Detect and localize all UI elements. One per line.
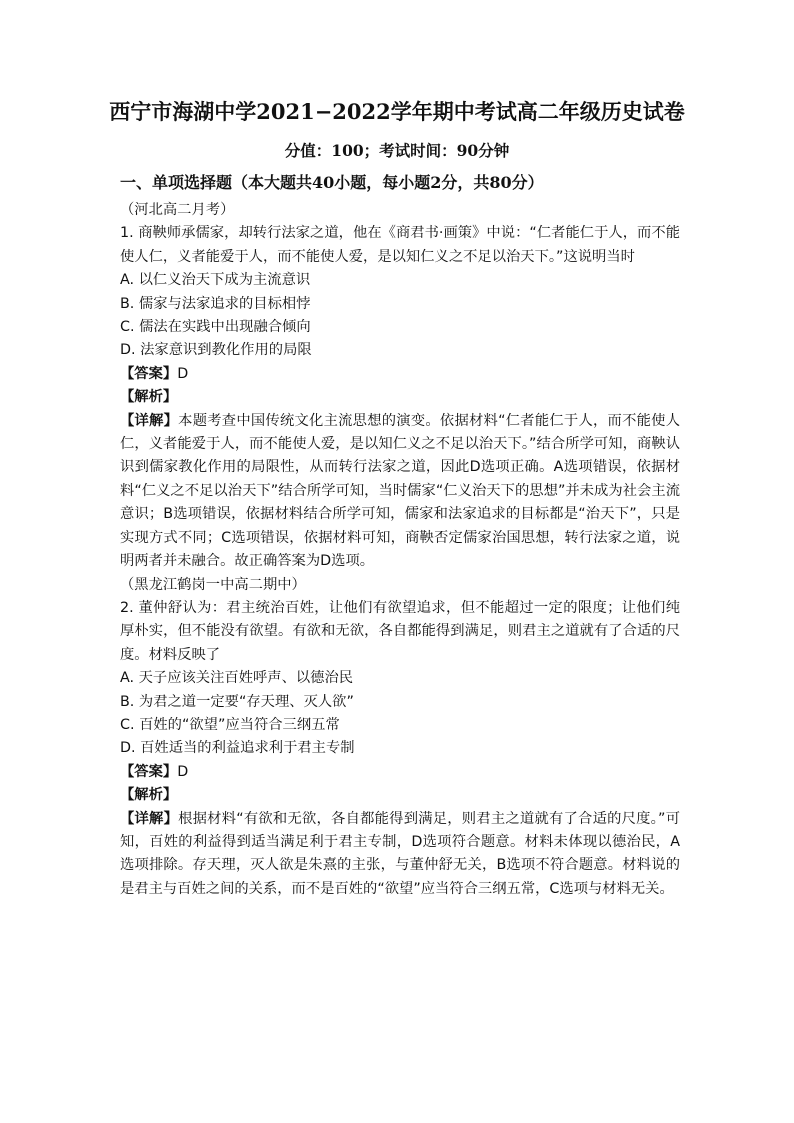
option-c: C. 儒法在实践中出现融合倾向 xyxy=(120,319,311,336)
question-2 xyxy=(120,574,680,902)
option-a: A. 天子应该关注百姓呼声、以德治民 xyxy=(120,670,354,687)
question-1 xyxy=(120,199,680,574)
answer-label: 【答案】 xyxy=(120,365,178,382)
answer-label: 【答案】 xyxy=(120,763,178,780)
answer-value: D xyxy=(177,763,189,780)
option-b: B. 儒家与法家追求的目标相悖 xyxy=(120,295,311,312)
option-d: D. 百姓适当的利益追求利于君主专制 xyxy=(120,740,355,757)
analysis-label: 【解析】 xyxy=(120,787,178,804)
question-source: （河北高二月考） xyxy=(120,202,235,218)
option-b: B. 为君之道一定要“存天理、灭人欲” xyxy=(120,693,354,710)
question-stem: 1. 商鞅师承儒家，却转行法家之道，他在《商君书·画策》中说：“仁者能仁于人，而不能使人仁，义者能爱于人，而不能使人爱，是以知仁义之不足以治天下。”这说明当时 xyxy=(120,225,680,265)
section-header: 一、单项选择题（本大题共40小题，每小题2分，共80分） xyxy=(120,173,544,192)
page-title: 西宁市海湖中学2021−2022学年期中考试高二年级历史试卷 xyxy=(109,99,685,124)
option-c: C. 百姓的“欲望”应当符合三纲五常 xyxy=(120,716,340,733)
detail-text: 本题考查中国传统文化主流思想的演变。依据材料“仁者能仁于人，而不能使人仁，义者能爱于人，而不能使人爱，是以知仁义之不足以治天下。”结合所学可知，商鞅认识到儒家教化作用的局限性，从而转行法家之道，因此D选项正确。A选项错误，依据材料“仁义之不足以治天下”结合所学可知，当时儒家“仁义治天下的思想”并未成为社会主流意识；B选项错误，依据材料结合所学可知，儒家和法家追求的目标都是“治天下”，只是实现方式不同；C选项错误，依据材料可知，商鞅否定儒家治国思想，转行法家之道，说明两者并未融合。故正确答案为D选项。 xyxy=(120,412,681,570)
detail-label: 【详解】 xyxy=(120,810,179,827)
answer-line xyxy=(120,761,680,784)
option-a: A. 以仁义治天下成为主流意识 xyxy=(120,272,311,289)
option-d: D. 法家意识到教化作用的局限 xyxy=(120,342,312,359)
detail-label: 【详解】 xyxy=(120,412,179,429)
detail-paragraph xyxy=(120,410,680,574)
detail-paragraph xyxy=(120,808,680,902)
answer-line xyxy=(120,363,680,386)
question-source: （黑龙江鹤岗一中高二期中） xyxy=(120,576,306,593)
detail-text: 根据材料“有欲和无欲，各自都能得到满足，则君主之道就有了合适的尺度。”可知，百姓的利益得到适当满足利于君主专制，D选项符合题意。材料未体现以德治民，A选项排除。存天理，灭人欲是朱熹的主张，与董仲舒无关，B选项不符合题意。材料说的是君主与百姓之间的关系，而不是百姓的“欲望”应当符合三纲五常，C选项与材料无关。 xyxy=(120,810,680,897)
answer-value: D xyxy=(177,365,189,382)
question-stem: 2. 董仲舒认为：君主统治百姓，让他们有欲望追求，但不能超过一定的限度；让他们纯厚朴实，但不能没有欲望。有欲和无欲，各自都能得到满足，则君主之道就有了合适的尺度。材料反映了 xyxy=(120,599,680,663)
questions-body xyxy=(120,199,680,901)
analysis-label: 【解析】 xyxy=(120,389,178,406)
exam-info: 分值：100；考试时间：90分钟 xyxy=(284,141,510,160)
